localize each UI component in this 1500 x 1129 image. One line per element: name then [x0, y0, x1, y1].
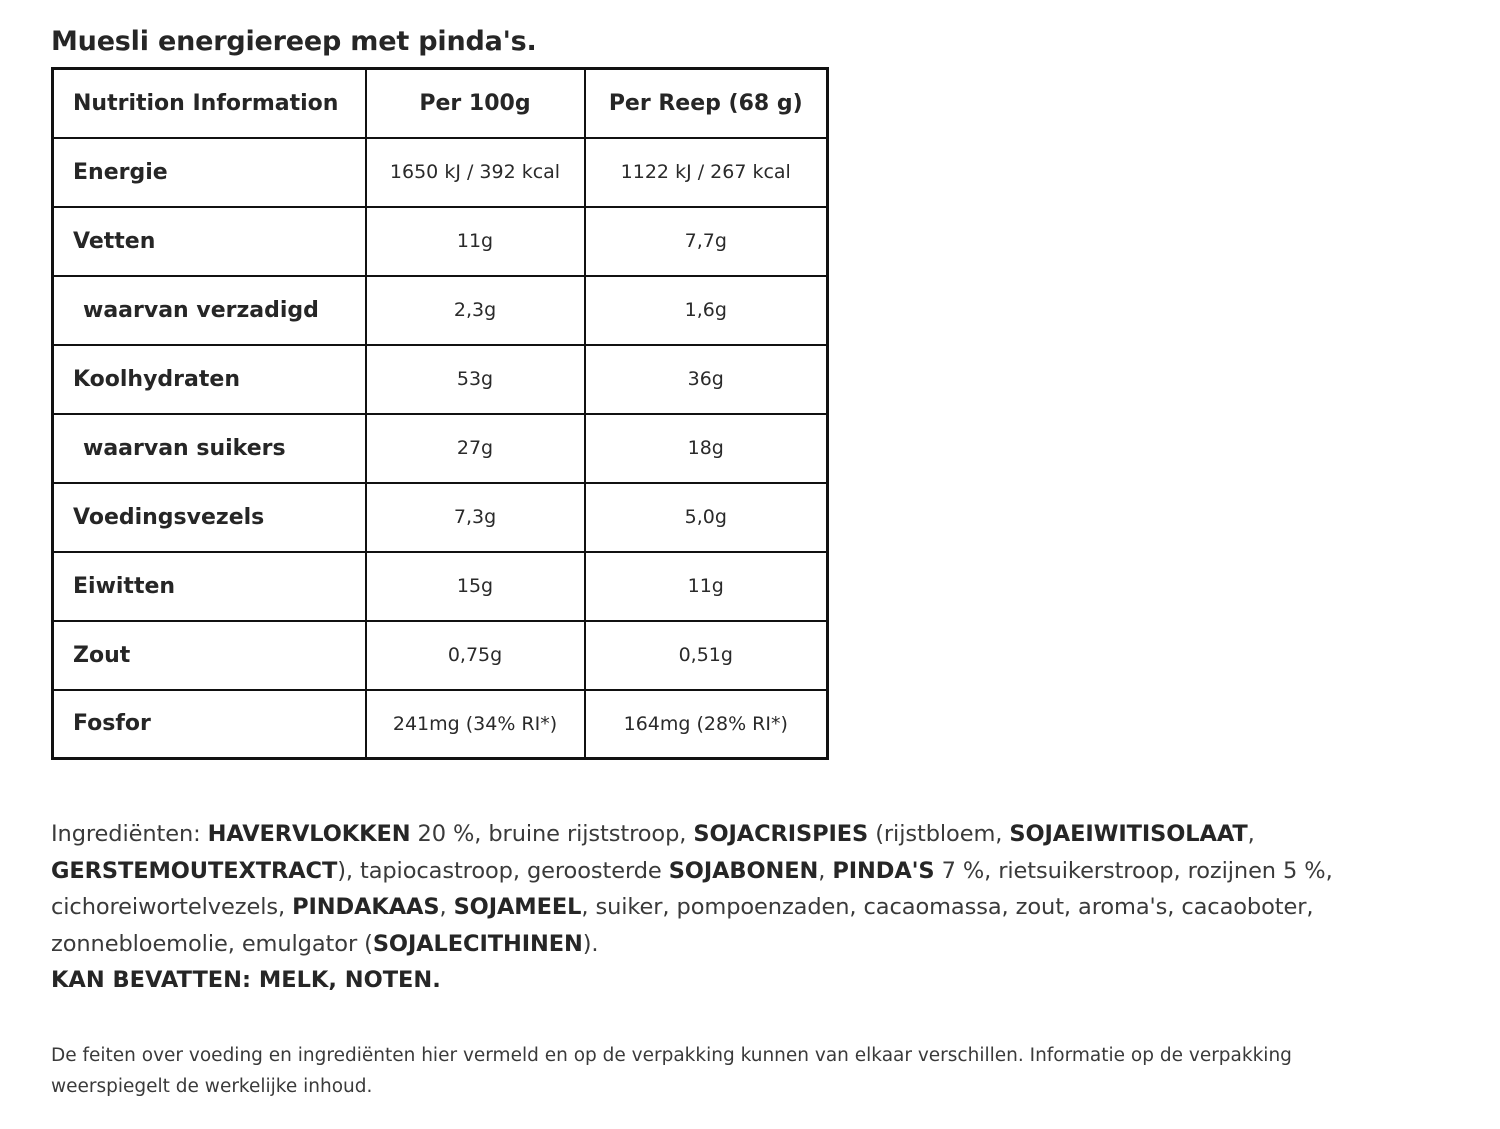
row-label-suikers: waarvan suikers [53, 414, 366, 483]
ingredients-text-span: Ingrediënten: [51, 821, 208, 847]
product-title: Muesli energiereep met pinda's. [51, 26, 537, 57]
allergen-highlight: SOJALECITHINEN [372, 930, 583, 957]
row-label-eiwitten: Eiwitten [53, 552, 366, 621]
cell-per-bar: 18g [585, 414, 828, 483]
row-label-fosfor: Fosfor [53, 690, 366, 759]
cell-per-bar: 36g [585, 345, 828, 414]
cell-per-bar: 11g [585, 552, 828, 621]
ingredients-line [51, 926, 1491, 963]
cell-per-100g: 7,3g [366, 483, 585, 552]
column-header-nutrition: Nutrition Information [53, 69, 366, 138]
ingredients-text-span: 20 %, bruine rijststroop, [410, 821, 694, 847]
row-label-energie: Energie [53, 138, 366, 207]
table-row [53, 552, 828, 621]
allergen-highlight: SOJAEIWITISOLAAT [1009, 821, 1248, 847]
cell-per-100g: 0,75g [366, 621, 585, 690]
column-header-per-bar: Per Reep (68 g) [585, 69, 828, 138]
allergen-highlight: SOJABONEN [668, 857, 819, 884]
row-label-voedingsvezels: Voedingsvezels [53, 483, 366, 552]
ingredients-text-span: , suiker, pompoenzaden, cacaomassa, zout, aroma's, cacaoboter, [581, 894, 1314, 920]
table-row [53, 276, 828, 345]
ingredients-text-span: ). [582, 930, 599, 957]
ingredients-text-span: zonnebloemolie, emulgator ( [51, 930, 373, 957]
cell-per-100g: 27g [366, 414, 585, 483]
cell-per-100g: 2,3g [366, 276, 585, 345]
cell-per-100g: 15g [366, 552, 585, 621]
cell-per-bar: 1,6g [585, 276, 828, 345]
table-row [53, 621, 828, 690]
table-row [53, 207, 828, 276]
allergen-highlight: PINDAKAAS [292, 894, 440, 920]
table-row [53, 483, 828, 552]
cell-per-100g: 11g [366, 207, 585, 276]
ingredients-text-span: 7 %, rietsuikerstroop, rozijnen 5 %, [934, 857, 1333, 884]
allergen-highlight: PINDA'S [832, 857, 935, 884]
cell-per-bar: 7,7g [585, 207, 828, 276]
table-row [53, 345, 828, 414]
ingredients-text-span: ), tapiocastroop, geroosterde [337, 857, 669, 884]
allergen-warning: KAN BEVATTEN: MELK, NOTEN. [51, 967, 441, 993]
ingredients-text [51, 816, 1491, 962]
cell-per-bar: 164mg (28% RI*) [585, 690, 828, 759]
row-label-koolhydraten: Koolhydraten [53, 345, 366, 414]
cell-per-100g: 53g [366, 345, 585, 414]
ingredients-line [51, 816, 1491, 853]
disclaimer-line: De feiten over voeding en ingrediënten hier vermeld en op de verpakking kunnen van elkaar verschillen. Informatie op de verpakking [51, 1045, 1292, 1066]
cell-per-100g: 241mg (34% RI*) [366, 690, 585, 759]
ingredients-text-span: , [1247, 821, 1255, 847]
nutrition-table [51, 67, 829, 760]
disclaimer-line: weerspiegelt de werkelijke inhoud. [51, 1076, 373, 1097]
row-label-vetten: Vetten [53, 207, 366, 276]
allergen-highlight: HAVERVLOKKEN [207, 821, 411, 847]
allergen-highlight: GERSTEMOUTEXTRACT [51, 857, 338, 884]
ingredients-text-span: (rijstbloem, [868, 821, 1010, 847]
cell-per-bar: 5,0g [585, 483, 828, 552]
ingredients-text-span: cichoreiwortelvezels, [51, 894, 293, 920]
table-row [53, 414, 828, 483]
table-row [53, 138, 828, 207]
table-header-row [53, 69, 828, 138]
row-label-verzadigd: waarvan verzadigd [53, 276, 366, 345]
cell-per-bar: 1122 kJ / 267 kcal [585, 138, 828, 207]
ingredients-text-span: , [439, 894, 454, 920]
allergen-highlight: SOJACRISPIES [693, 821, 869, 847]
cell-per-bar: 0,51g [585, 621, 828, 690]
ingredients-line [51, 853, 1491, 890]
cell-per-100g: 1650 kJ / 392 kcal [366, 138, 585, 207]
disclaimer-text [51, 1040, 1500, 1102]
ingredients-line [51, 889, 1491, 926]
allergen-highlight: SOJAMEEL [453, 894, 582, 920]
column-header-per-100g: Per 100g [366, 69, 585, 138]
ingredients-text-span: , [818, 857, 833, 884]
table-row [53, 690, 828, 759]
row-label-zout: Zout [53, 621, 366, 690]
